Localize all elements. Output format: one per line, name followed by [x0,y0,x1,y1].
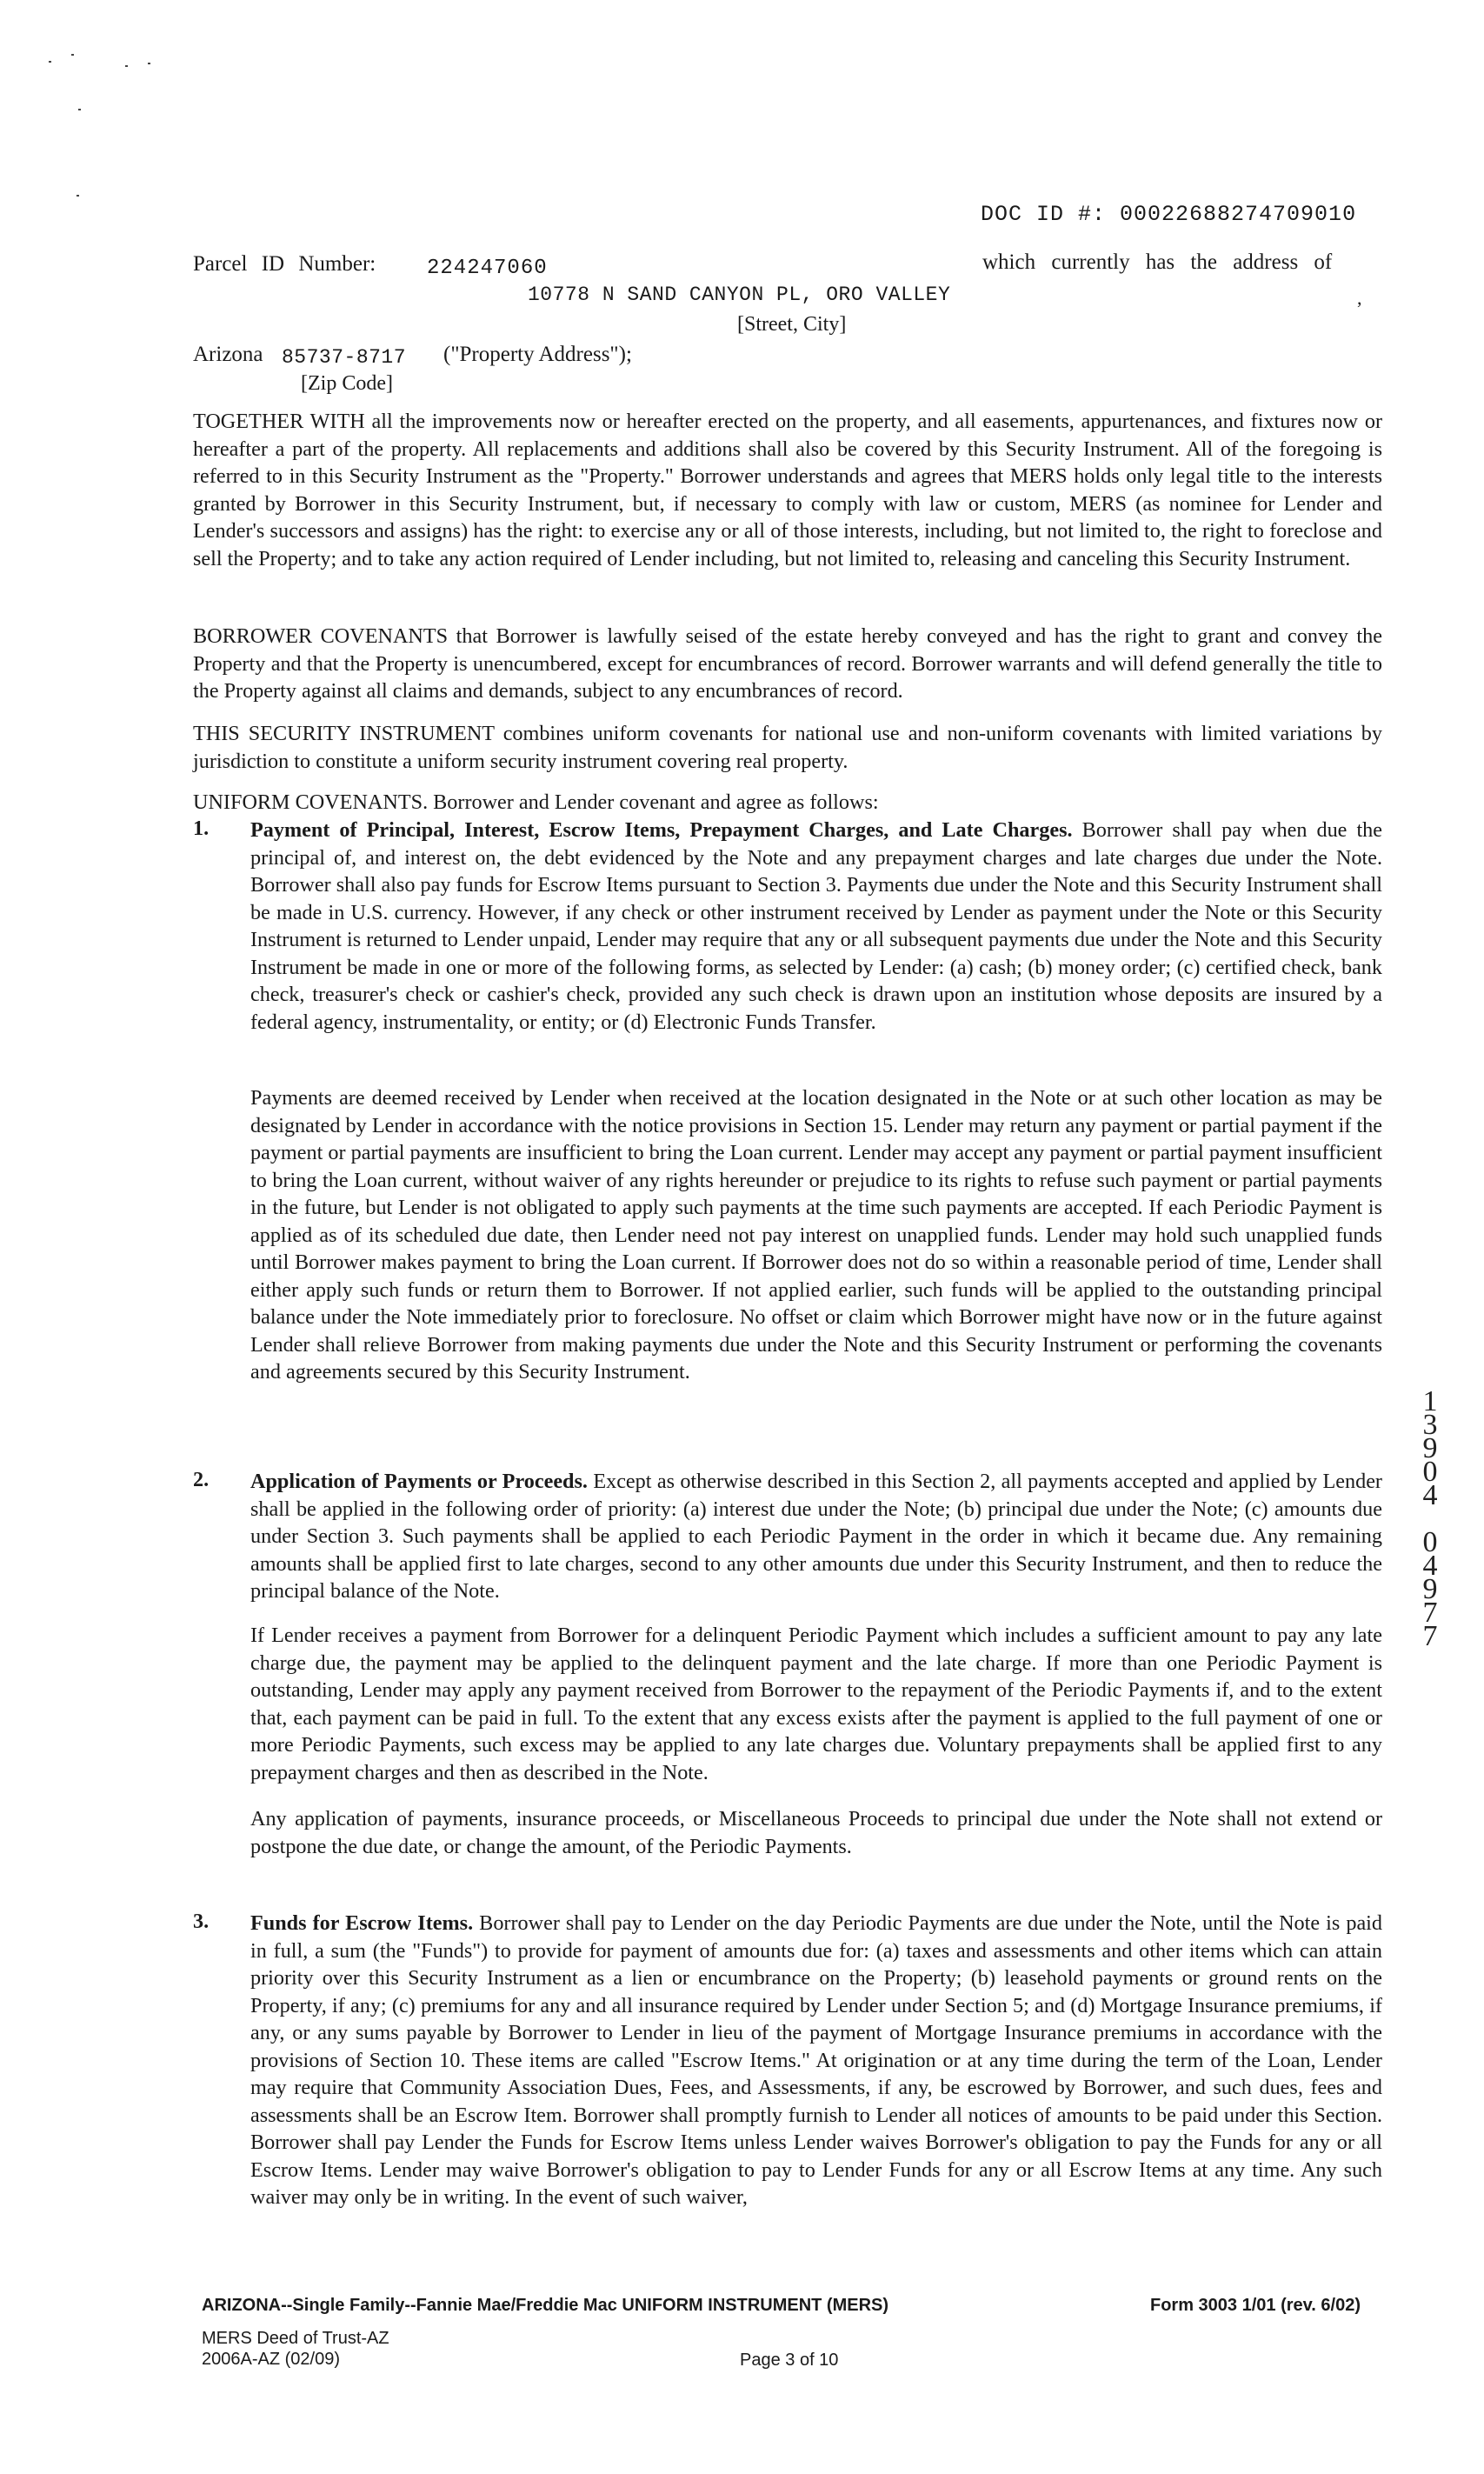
footer-deed-line: MERS Deed of Trust-AZ [202,2329,389,2348]
section-1-heading: Payment of Principal, Interest, Escrow Items, Prepayment Charges, and Late Charges. [250,818,1073,842]
section-3 [250,1910,1382,2211]
stamp-digit: 0 [1422,1456,1438,1488]
footer-code-line: 2006A-AZ (02/09) [202,2350,340,2369]
section-1-paragraph-2: Payments are deemed received by Lender when received at the location designated in the Note or at such other location as may be designated by Lender in accordance with the notice provisions in Section 15. Lender may return any payment or partial payment if the payment or partial payments are insufficient to bring the Loan current. Lender may accept any payment or partial payment insufficient to bring the Loan current, without waiver of any rights hereunder or prejudice to its rights to refuse such payment or partial payments in the future, but Lender is not obligated to apply such payments at the time such payments are accepted. If each Periodic Payment is applied as of its scheduled due date, then Lender need not pay interest on unapplied funds. Lender may hold such unapplied funds until Borrower makes payment to bring the Loan current. If Borrower does not do so within a reasonable period of time, Lender shall either apply such funds or return them to Borrower. If not applied earlier, such funds will be applied to the outstanding principal balance under the Note immediately prior to foreclosure. No offset or claim which Borrower might have now or in the future against Lender shall relieve Borrower from making payments due under the Note and this Security Instrument or performing the covenants and agreements secured by this Security Instrument. [250,1086,1382,1384]
parcel-label: Parcel ID Number: [193,252,376,276]
zip-value: 85737-8717 [282,346,407,369]
section-2-body: Except as otherwise described in this Section 2, all payments accepted and applied by Lender shall be applied in the following order of priority: (a) interest due under the Note; (b) principal due under the Note; (c) amounts due under Section 3. Such payments shall be applied to each Periodic Payment in the order in which it became due. Any remaining amounts shall be applied first to late charges, second to any other amounts due under this Security Instrument, and then to reduce the principal balance of the Note. [250,1470,1382,1603]
section-2-number: 2. [193,1468,210,1491]
section-3-heading: Funds for Escrow Items. [250,1911,474,1935]
scan-speck [77,195,79,197]
section-2 [250,1468,1382,1605]
uniform-covenants-paragraph: UNIFORM COVENANTS. Borrower and Lender covenant and agree as follows: [193,790,879,814]
stamp-digit: 7 [1422,1620,1438,1652]
parcel-number: 224247060 [427,257,548,280]
address-lead: which currently has the address of [982,250,1333,274]
stamp-digit: 4 [1422,1479,1438,1511]
section-2-heading: Application of Payments or Proceeds. [250,1470,588,1493]
stamp-digit: 9 [1422,1432,1438,1464]
footer-form-number: Form 3003 1/01 (rev. 6/02) [1150,2296,1361,2315]
footer-form-title: ARIZONA--Single Family--Fannie Mae/Freddie Mac UNIFORM INSTRUMENT (MERS) [202,2296,889,2315]
section-2-paragraph-3: Any application of payments, insurance proceeds, or Miscellaneous Proceeds to principal due under the Note shall not extend or postpone the due date, or change the amount, of the Periodic Payments. [250,1807,1382,1858]
stamp-digit: 7 [1422,1597,1438,1629]
stamp-digit: 1 [1422,1385,1438,1417]
scan-speck [125,65,128,67]
stamp-digit: 4 [1422,1550,1438,1582]
stamp-digit: 9 [1422,1573,1438,1605]
property-address-label: ("Property Address"); [443,343,632,366]
security-instrument-paragraph: THIS SECURITY INSTRUMENT combines uniform covenants for national use and non-uniform covenants with limited variations by jurisdiction to constitute a uniform security instrument covering real property. [193,722,1382,773]
section-3-body: Borrower shall pay to Lender on the day Periodic Payments are due under the Note, until the Note is paid in full, a sum (the "Funds") to provide for payment of amounts due for: (a) taxes and assessments and other items which can attain priority over this Security Instrument as a lien or encumbrance on the Property; (b) leasehold payments or ground rents on the Property, if any; (c) premiums for any and all insurance required by Lender under Section 5; and (d) Mortgage Insurance premiums, if any, or any sums payable by Borrower to Lender in lieu of the payment of Mortgage Insurance premiums in accordance with the provisions of Section 10. These items are called "Escrow Items." At origination or at any time during the term of the Loan, Lender may require that Community Association Dues, Fees, and Assessments, if any, be escrowed by Borrower, and such dues, fees and assessments shall be an Escrow Item. Borrower shall promptly furnish to Lender all notices of amounts to be paid under this Section. Borrower shall pay Lender the Funds for Escrow Items unless Lender waives Borrower's obligation to pay the Funds for any or all Escrow Items. Lender may waive Borrower's obligation to pay to Lender Funds for any or all Escrow Items at any time. Any such waiver may only be in writing. In the event of such waiver, [250,1911,1382,2209]
recording-number-stamp [1417,1385,1443,1652]
together-paragraph: TOGETHER WITH all the improvements now or hereafter erected on the property, and all easements, appurtenances, and fixtures now or hereafter a part of the property. All replacements and additions shall also be covered by this Security Instrument. All of the foregoing is referred to in this Security Instrument as the "Property." Borrower understands and agrees that MERS holds only legal title to the interests granted by Borrower in this Security Instrument, but, if necessary to comply with law or custom, MERS (as nominee for Lender and Lender's successors and assigns) has the right: to exercise any or all of those interests, including, but not limited to, the right to foreclose and sell the Property; and to take any action required of Lender including, but not limited to, releasing and canceling this Security Instrument. [193,410,1382,570]
section-1 [250,817,1382,1036]
stamp-digit: 0 [1422,1526,1438,1558]
stamp-digit: 3 [1422,1409,1438,1441]
street-value: 10778 N SAND CANYON PL, ORO VALLEY [528,283,951,306]
zip-caption: [Zip Code] [301,372,393,395]
section-1-body: Borrower shall pay when due the principal of, and interest on, the debt evidenced by the Note and any prepayment charges and late charges due under the Note. Borrower shall also pay funds for Escrow Items pursuant to Section 3. Payments due under the Note and this Security Instrument shall be made in U.S. currency. However, if any check or other instrument received by Lender as payment under the Note or this Security Instrument is returned to Lender unpaid, Lender may require that any or all subsequent payments due under the Note and this Security Instrument be made in one or more of the following forms, as selected by Lender: (a) cash; (b) money order; (c) certified check, bank check, treasurer's check or cashier's check, provided any such check is drawn upon an institution whose deposits are insured by a federal agency, instrumentality, or entity; or (d) Electronic Funds Transfer. [250,818,1383,1034]
doc-id: DOC ID #: 00022688274709010 [981,202,1357,227]
comma-mark: , [1357,287,1362,309]
borrower-covenants-paragraph: BORROWER COVENANTS that Borrower is lawfully seised of the estate hereby conveyed and has the right to grant and convey the Property and that the Property is unencumbered, except for encumbrances of record. Borrower warrants and will defend generally the title to the Property against all claims and demands, subject to any encumbrances of record. [193,624,1382,703]
section-2-paragraph-2: If Lender receives a payment from Borrower for a delinquent Periodic Payment which includes a sufficient amount to pay any late charge due, the payment may be applied to the delinquent payment and the late charge. If more than one Periodic Payment is outstanding, Lender may apply any payment received from Borrower to the repayment of the Periodic Payments if, and to the extent that, each payment can be paid in full. To the extent that any excess exists after the payment is applied to the full payment of one or more Periodic Payments, such excess may be applied to any late charges due. Voluntary prepayments shall be applied first to any prepayment charges and then as described in the Note. [250,1624,1382,1784]
state-label: Arizona [193,343,263,366]
page-number: Page 3 of 10 [740,2351,839,2370]
scan-speck [148,63,150,64]
scan-speck [78,109,81,110]
scan-speck [71,54,74,56]
section-1-number: 1. [193,817,210,840]
section-3-number: 3. [193,1910,210,1933]
scan-speck [49,61,51,63]
street-caption: [Street, City] [737,313,847,336]
